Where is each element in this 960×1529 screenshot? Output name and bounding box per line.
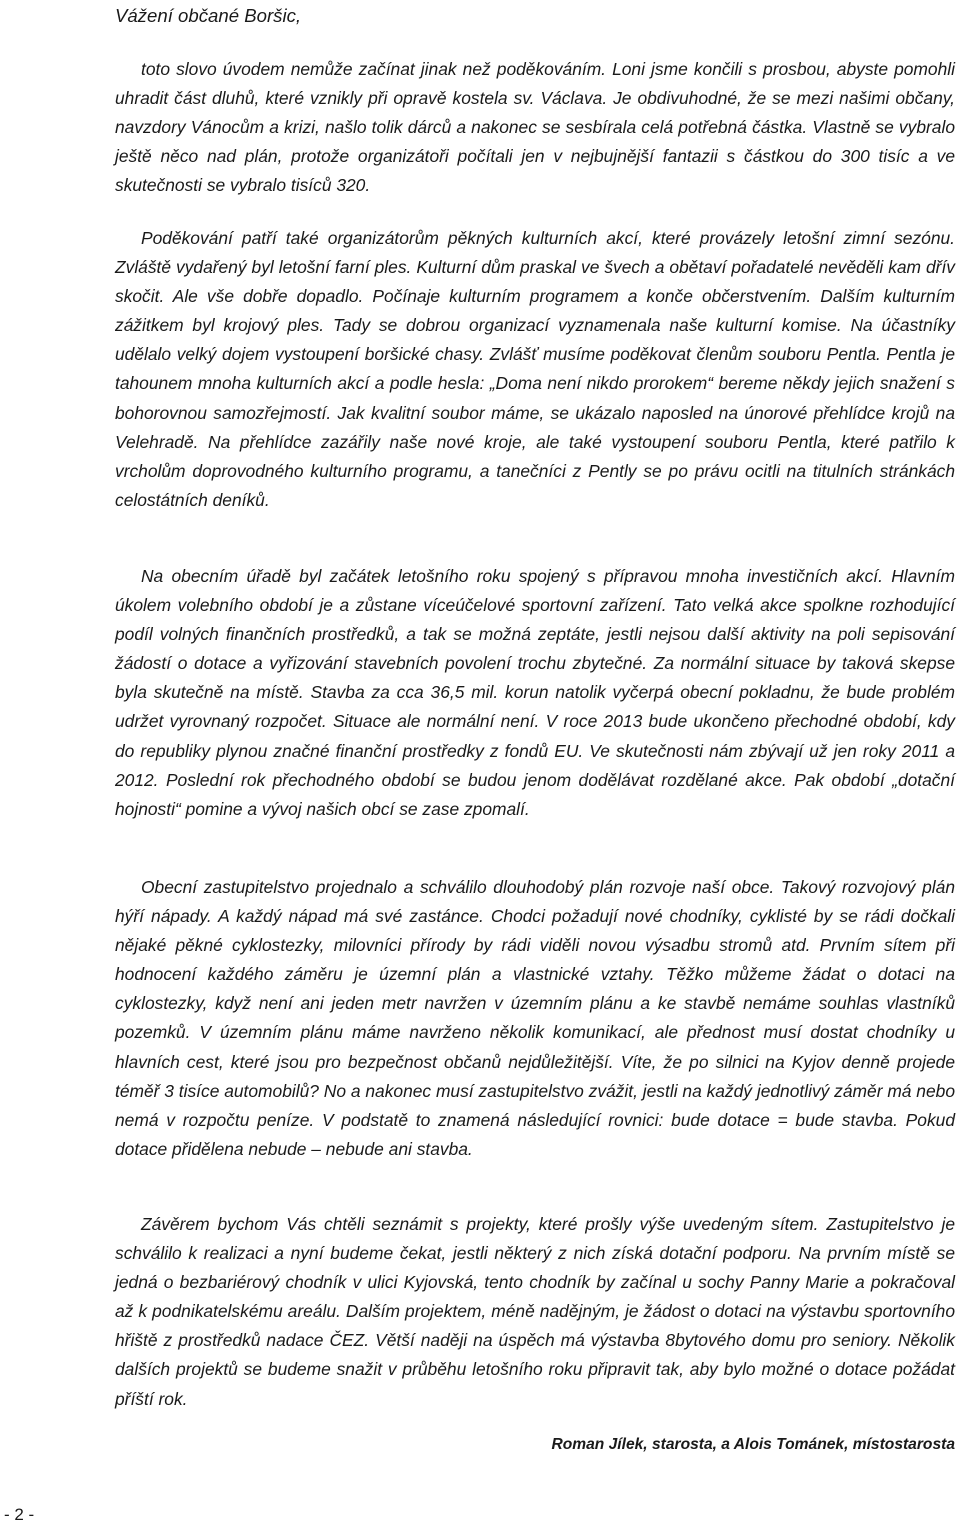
paragraph-thanks-church: toto slovo úvodem nemůže začínat jinak než poděkováním. Loni jsme končili s prosbou, abyste pomohli uhradit část dluhů, které vznikly při opravě kostela sv. Václava. Je obdivuhodné, že se mezi našimi občany, navzdory Vánocům a krizi, našlo tolik dárců a nakonec se sesbírala celá potřebná částka. Vlastně se vybralo ještě něco nad plán, protože organizátoři počítali jen v nejbujnější fantazii s částkou do 300 tisíc a ve skutečnosti se vybralo tisíců 320. xyxy=(115,59,955,196)
paragraph-development-plan: Obecní zastupitelstvo projednalo a schválilo dlouhodobý plán rozvoje naší obce. Takový rozvojový plán hýří nápady. A každý nápad má své zastánce. Chodci požadují nové chodníky, cyklisté by se rádi dočkali nějaké pěkné cyklostezky, milovníci přírody by rádi viděli novou výsadbu stromů atd. Prvním sítem při hodnocení každého záměru je územní plán a vlastnické vztahy. Těžko můžeme žádat o dotaci na cyklostezky, když není ani jeden metr navržen v územním plánu a ke stavbě nemáme souhlas vlastníků pozemků. V územním plánu máme navrženo několik komunikací, ale přednost musí dostat chodníky u hlavních cest, které jsou pro bezpečnost občanů nejdůležitější. Víte, že po silnici na Kyjov denně projede téměř 3 tisíce automobilů? No a nakonec musí zastupitelstvo zvážit, jestli na každý jednotlivý záměr má nebo nemá v rozpočtu peníze. V podstatě to znamená následující rovnici: bude dotace = bude stavba. Pokud dotace přidělena nebude – nebude ani stavba. xyxy=(115,877,955,1159)
paragraph-culture-events: Poděkování patří také organizátorům pěkných kulturních akcí, které provázely letošní zimní sezónu. Zvláště vydařený byl letošní farní ples. Kulturní dům praskal ve švech a obětaví pořadatelé nevěděli kam dřív skočit. Ale vše dobře dopadlo. Počínaje kulturním programem a konče občerstvením. Dalším kulturním zážitkem byl krojový ples. Tady se dobrou organizací vyznamenala naše kulturní komise. Na účastníky udělalo velký dojem vystoupení boršické chasy. Zvlášť musíme poděkovat členům souboru Pentla. Pentla je tahounem mnoha kulturních akcí a podle hesla: „Doma není nikdo prorokem“ bereme někdy jejich snažení s bohorovnou samozřejmostí. Jak kvalitní soubor máme, se ukázalo naposled na únorové přehlídce krojů na Velehradě. Na přehlídce zazářily naše nové kroje, ale také vystoupení souboru Pentla, které patřilo k vrcholům doprovodného kulturního programu, a tanečníci z Pently se po právu ocitli na titulních stránkách celostátních deníků. xyxy=(115,228,955,510)
letter-signature: Roman Jílek, starosta, a Alois Tománek, místostarosta xyxy=(551,1436,955,1453)
letter-greeting: Vážení občané Boršic, xyxy=(115,5,302,26)
paragraph-projects: Závěrem bychom Vás chtěli seznámit s projekty, které prošly výše uvedeným sítem. Zastupitelstvo je schválilo k realizaci a nyní budeme čekat, jestli některý z nich získá dotační podporu. Na prvním místě se jedná o bezbariérový chodník v ulici Kyjovská, tento chodník by začínal u sochy Panny Marie a pokračoval až k podnikatelskému areálu. Dalším projektem, méně nadějným, je žádost o dotaci na výstavbu sportovního hřiště z prostředků nadace ČEZ. Větší naději na úspěch má výstavba 8bytového domu pro seniory. Několik dalších projektů se budeme snažit v průběhu letošního roku připravit tak, aby bylo možné o dotace požádat příští rok. xyxy=(115,1214,955,1409)
page-number: - 2 - xyxy=(4,1505,35,1524)
paragraph-investments: Na obecním úřadě byl začátek letošního roku spojený s přípravou mnoha investičních akcí. Hlavním úkolem volebního období je a zůstane víceúčelové sportovní zařízení. Tato velká akce spolkne rozhodující podíl volných finančních prostředků, a tak se možná zeptáte, jestli nejsou další aktivity na poli sepisování žádostí o dotace a vyřizování stavebních povolení trochu zbytečné. Za normální situace by taková skepse byla skutečně na místě. Stavba za cca 36,5 mil. korun natolik vyčerpá obecní pokladnu, že bude problém udržet vyrovnaný rozpočet. Situace ale normální není. V roce 2013 bude ukončeno přechodné období, kdy do republiky plynou značné finanční prostředky z fondů EU. Ve skutečnosti nám zbývají už jen roky 2011 a 2012. Poslední rok přechodného období se budou jenom dodělávat rozdělané akce. Pak období „dotační hojnosti“ pomine a vývoj našich obcí se zase zpomalí. xyxy=(115,566,955,819)
